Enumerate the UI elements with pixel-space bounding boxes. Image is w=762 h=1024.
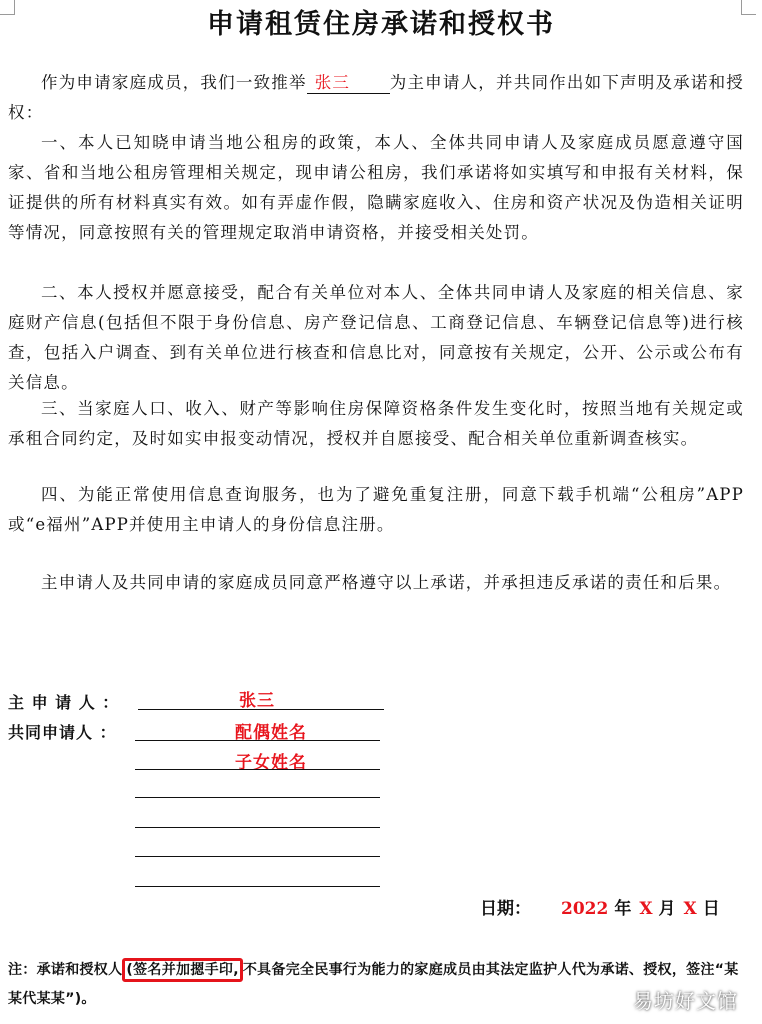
co-applicant-name-1: 配偶姓名 [235,723,307,743]
footnote-suffix: 不具备完全民事行为能力的家庭成员由其法定监护人代为承诺、授权，签注“某某代某某”)。 [8,962,739,1007]
date-month: X [639,899,653,919]
date-day-unit: 日 [702,899,720,919]
co-applicant-line-1 [135,740,380,741]
co-applicant-line-2 [135,769,380,770]
intro-text-before: 作为申请家庭成员，我们一致推举 [41,73,307,92]
clause-3: 三、当家庭人口、收入、财产等影响住房保障资格条件发生变化时，按照当地有关规定或承租合同约定，及时如实申报变动情况，授权并自愿接受、配合相关单位重新调查核实。 [8,399,744,448]
main-applicant-name: 张三 [239,691,275,711]
main-applicant-label: 主 申 请 人 ： [8,693,120,712]
clause-2: 二、本人授权并愿意接受，配合有关单位对本人、全体共同申请人及家庭的相关信息、家庭财产信息(包括但不限于身份信息、房产登记信息、工商登记信息、车辆登记信息等)进行核查，包括入户调查、到有关单位进行核查和信息比对，同意按有关规定，公开、公示或公布有关信息。 [8,283,744,392]
co-applicant-line-5 [135,856,380,857]
date-year: 2022 [561,899,609,919]
co-applicant-label: 共同申请人 ： [8,723,117,742]
date-year-unit: 年 [614,899,632,919]
co-applicant-name-2: 子女姓名 [235,753,307,773]
co-applicant-line-3 [135,797,380,798]
footnote-highlight-box: (签名并加摁手印, [122,958,242,982]
co-applicant-line-6 [135,886,380,887]
nominee-name: 张三 [307,73,390,94]
date-label: 日期： [480,899,531,919]
watermark: 易坊好文馆 [633,989,738,1013]
footnote-prefix: 注：承诺和授权人 [8,962,123,978]
date-row [480,894,728,919]
co-applicant-line-4 [135,827,380,828]
intro-paragraph [8,68,744,128]
date-month-unit: 月 [658,899,676,919]
intro-text-after: 为主申请人，并共同作出如下声明及承诺和授权： [8,73,745,122]
closing-paragraph: 主申请人及共同申请的家庭成员同意严格遵守以上承诺，并承担违反承诺的责任和后果。 [41,573,732,592]
date-day: X [683,899,697,919]
clause-1: 一、本人已知晓申请当地公租房的政策，本人、全体共同申请人及家庭成员愿意遵守国家、省和当地公租房管理相关规定，现申请公租房，我们承诺将如实填写和申报有关材料，保证提供的所有材料真实有效。如有弄虚作假，隐瞒家庭收入、住房和资产状况及伪造相关证明等情况，同意按照有关的管理规定取消申请资格，并接受相关处罚。 [8,133,744,242]
clause-4: 四、为能正常使用信息查询服务，也为了避免重复注册，同意下载手机端“公租房”APP或“e福州”APP并使用主申请人的身份信息注册。 [8,485,744,534]
main-applicant-line [138,709,384,710]
document-title: 申请租赁住房承诺和授权书 [207,9,555,40]
